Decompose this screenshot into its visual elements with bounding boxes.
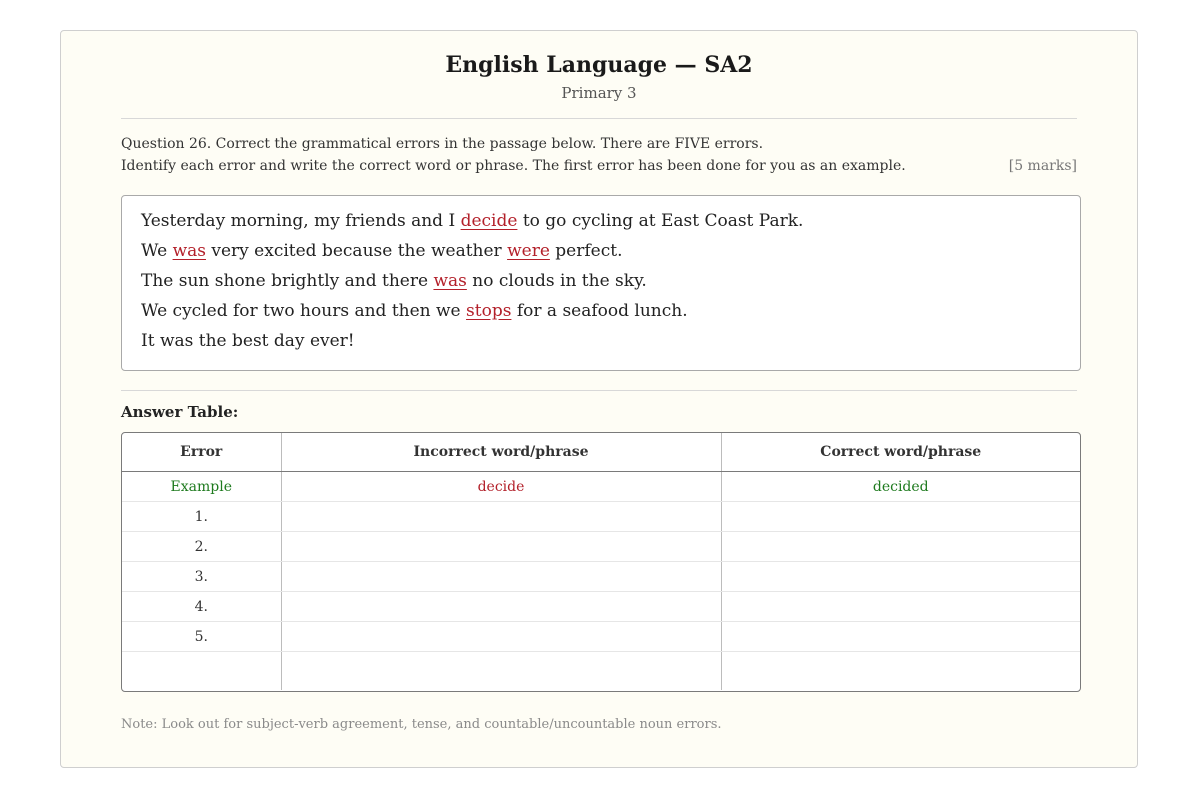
header-error: Error bbox=[122, 433, 281, 472]
error-word: was bbox=[172, 241, 206, 261]
example-incorrect: decide bbox=[281, 472, 721, 502]
error-word: were bbox=[507, 241, 550, 261]
example-label: Example bbox=[122, 472, 281, 502]
incorrect-cell[interactable] bbox=[281, 562, 721, 592]
worksheet-header bbox=[121, 51, 1077, 103]
row-number: 1. bbox=[122, 502, 281, 532]
question-line-1: Question 26. Correct the grammatical errors in the passage below. There are FIVE errors. bbox=[121, 136, 764, 152]
table-row bbox=[122, 622, 1080, 652]
header-divider bbox=[121, 118, 1077, 119]
section-divider bbox=[121, 390, 1077, 391]
row-number: 4. bbox=[122, 592, 281, 622]
correct-cell[interactable] bbox=[721, 562, 1080, 592]
question-line-2: Identify each error and write the correct word or phrase. The first error has been done for you as an example. bbox=[121, 158, 906, 174]
correct-cell[interactable] bbox=[721, 502, 1080, 532]
passage-box bbox=[121, 195, 1081, 371]
correct-cell[interactable] bbox=[721, 622, 1080, 652]
error-word: stops bbox=[466, 301, 512, 321]
passage-text: We bbox=[141, 241, 173, 261]
blank-cell bbox=[122, 652, 281, 691]
passage-line bbox=[141, 296, 1061, 326]
passage-line bbox=[141, 206, 1061, 236]
table-row bbox=[122, 562, 1080, 592]
passage-text: We cycled for two hours and then we bbox=[141, 301, 467, 321]
passage-text: Yesterday morning, my friends and I bbox=[141, 211, 461, 231]
table-row-blank bbox=[122, 652, 1080, 691]
answer-table-label: Answer Table: bbox=[121, 403, 239, 421]
row-number: 5. bbox=[122, 622, 281, 652]
passage-line bbox=[141, 266, 1061, 296]
question-line-2-row bbox=[121, 155, 1077, 177]
error-word: was bbox=[433, 271, 467, 291]
correct-cell[interactable] bbox=[721, 592, 1080, 622]
table-row bbox=[122, 502, 1080, 532]
table-row bbox=[122, 592, 1080, 622]
passage-text: It was the best day ever! bbox=[141, 331, 355, 351]
incorrect-cell[interactable] bbox=[281, 502, 721, 532]
example-correct: decided bbox=[721, 472, 1080, 502]
passage-line bbox=[141, 326, 1061, 356]
row-number: 3. bbox=[122, 562, 281, 592]
blank-cell[interactable] bbox=[281, 652, 721, 691]
passage-text: perfect. bbox=[549, 241, 623, 261]
answer-table-grid bbox=[122, 433, 1080, 690]
incorrect-cell[interactable] bbox=[281, 592, 721, 622]
passage-text: to go cycling at East Coast Park. bbox=[517, 211, 804, 231]
table-row bbox=[122, 532, 1080, 562]
passage-text: very excited because the weather bbox=[205, 241, 508, 261]
header-correct: Correct word/phrase bbox=[721, 433, 1080, 472]
marks-label: [5 marks] bbox=[1008, 158, 1077, 174]
answer-table bbox=[121, 432, 1081, 692]
table-header-row bbox=[122, 433, 1080, 472]
footnote: Note: Look out for subject-verb agreement, tense, and countable/uncountable noun errors. bbox=[121, 717, 722, 732]
worksheet-paper bbox=[60, 30, 1138, 768]
incorrect-cell[interactable] bbox=[281, 532, 721, 562]
blank-cell[interactable] bbox=[721, 652, 1080, 691]
worksheet-title: English Language — SA2 bbox=[445, 52, 753, 78]
row-number: 2. bbox=[122, 532, 281, 562]
error-word: decide bbox=[460, 211, 518, 231]
passage-text: no clouds in the sky. bbox=[466, 271, 647, 291]
example-row bbox=[122, 472, 1080, 502]
passage-line bbox=[141, 236, 1061, 266]
question-instructions bbox=[121, 133, 1077, 177]
passage-text: The sun shone brightly and there bbox=[141, 271, 434, 291]
correct-cell[interactable] bbox=[721, 532, 1080, 562]
header-incorrect: Incorrect word/phrase bbox=[281, 433, 721, 472]
incorrect-cell[interactable] bbox=[281, 622, 721, 652]
passage-text: for a seafood lunch. bbox=[511, 301, 688, 321]
worksheet-subtitle: Primary 3 bbox=[561, 84, 637, 102]
